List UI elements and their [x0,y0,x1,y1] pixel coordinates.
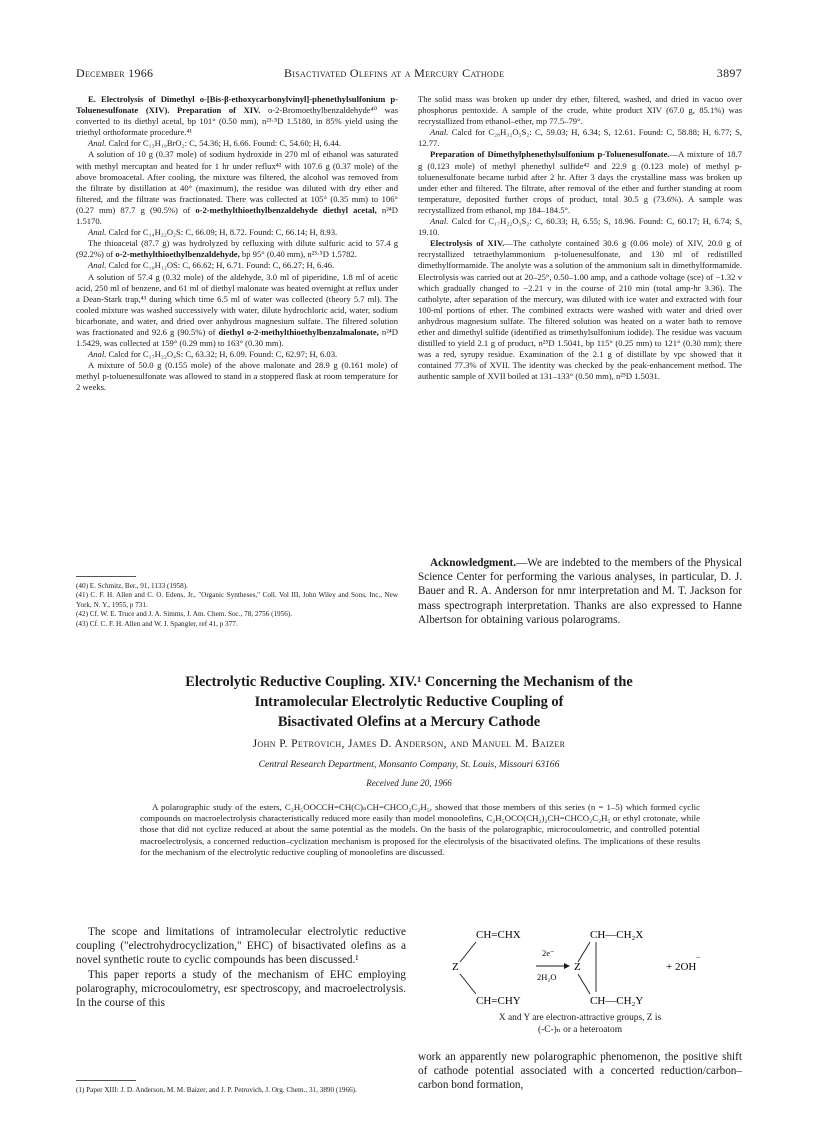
paragraph: Preparation of Dimethylphenethylsulfonium p-Toluenesulfonate.—A mixture of 18.7 g (0.123 mole) of methyl phenethyl sulfide⁴² and 22.9 g (0.123 mole) of methyl p-toluenesulfonate became turbid after 2 hr. After 3 days the crystalline mass was broken up under ether and filtered. The filtrate, after removal of the ether and further standing at room temperature, deposited further crops of product, total 30.5 g (73.6%). A sample was recrystallized from ethanol, mp 184–184.5°. [418,149,742,215]
footnote: (1) Paper XIII: J. D. Anderson, M. M. Baizer, and J. P. Petrovich, J. Org. Chem., 31, 3890 (1966). [76,1086,357,1094]
analysis: Anal. Calcd for C₁₇H₂₂O₃S₂: C, 60.33; H, 6.55; S, 18.96. Found: C, 60.17; H, 6.74; S, 19.10. [418,216,742,238]
product-bottom: CH—CH₂Y [590,995,644,1007]
analysis: Anal. Calcd for C₁₀H₁₂OS: C, 66.62; H, 6.71. Found: C, 66.27; H, 6.46. [88,260,335,271]
experimental-right-column [418,94,742,382]
bond-line [460,942,476,962]
paragraph: A mixture of 50.0 g (0.155 mole) of the above malonate and 28.9 g (0.161 mole) of methyl p-toluenesulfonate was allowed to stand in a stoppered flask at room temperature for 2 weeks. [76,360,398,393]
product-top: CH—CH₂X [590,929,644,941]
reaction-scheme-drawing [418,926,742,1010]
introduction-continued [418,1050,742,1093]
analysis: Anal. Calcd for C₂₈H₃₂O₅S₂: C, 59.03; H, 6.34; S, 12.61. Found: C, 58.88; H, 6.77; S, 12.77. [418,127,742,149]
footnotes [76,582,398,629]
reaction-scheme [418,926,742,1010]
experimental-left-column [76,94,398,394]
analysis: Anal. Calcd for C₁₄H₂₂O₂S: C, 66.09; H, 8.72. Found: C, 66.14; H, 8.93. [88,227,338,238]
article-title: Electrolytic Reductive Coupling. XIV.¹ Concerning the Mechanism of the Intramolecular Electrolytic Reductive Coupling of Bisactivated Olefins at a Mercury Cathode [185,674,633,730]
footnote: (42) Cf. W. E. Truce and J. A. Simms, J. Am. Chem. Soc., 78, 2756 (1956). [76,610,293,619]
paragraph: The solid mass was broken up under dry ether, filtered, washed, and dried in vacuo over phosphorus pentoxide. A sample of the crude, white product XIV (67.0 g, 85.1%) was recrystallized from ethanol–ether, mp 77.5–79°. [418,94,742,127]
received-date: Received June 20, 1966 [366,778,452,788]
page-number: 3897 [716,66,742,80]
running-head [76,66,742,82]
introduction [76,925,406,1010]
bond-line [460,974,476,994]
paragraph: work an apparently new polarographic phenomenon, the positive shift of cathode potential associated with a concerted reduction/carbon–carbon bond formation, [418,1051,742,1092]
scheme-caption: X and Y are electron-attractive groups, Z is (-C-)ₙ or a heteroatom [498,1013,662,1035]
byproduct-charge: − [696,953,701,962]
paragraph: A solution of 10 g (0.37 mole) of sodium hydroxide in 270 ml of ethanol was saturated with methyl mercaptan and heated for 1 hr under reflux⁴² with 107.6 g (0.37 mole) of the above bromoacetal. After cooling, the mixture was filtered, the alcohol was removed from the filtrate by distillation at 40° (maximum), the residue was diluted with dry ether and filtered, and the filtrate was fractionated. There was collected at 105° (0.35 mm) to 106° (0.27 mm) 87.7 g (90.5%) of o-2-methylthioethylbenzaldehyde diethyl acetal, n²⁴D 1.5170. [76,149,398,227]
footnote-divider [76,1080,136,1081]
arrow-label-bottom: 2H₂O [537,972,557,982]
authors: John P. Petrovich, James D. Anderson, and Manuel M. Baizer [252,738,566,750]
arrow-label-top: 2e⁻ [542,948,555,958]
abstract: A polarographic study of the esters, C₂H₅OOCCH=CH(C)ₙCH=CHCO₂C₂H₅, showed that those members of this series (n = 1–5) which formed cyclic compounds on macroelectrolysis characteristically reduced more easily than model monoolefins, C₂H₅OCO(CH₂)₂CH=CHCO₂C₂H₅ or ethyl crotonate, while those that did not cyclize reduced at about the same potential as the models. On the basis of the polarographic, microcoulometric, and controlled potential macroelectrolysis, a concerned reduction–cyclization mechanism is proposed for the electrolysis of the bisactivated olefins. The implications of these results for the mechanism of the electrolytic reductive coupling of monoolefins are discussed. [140,802,700,857]
paragraph: E. Electrolysis of Dimethyl o-[Bis-β-ethoxycarbonylvinyl]-phenethylsulfonium p-Toluenesulfonate (XIV). Preparation of XIV. o-2-Bromoethylbenzaldehyde⁴⁰ was converted to its diethyl acetal, bp 101° (0.50 mm), n²³·⁵D 1.5180, in 85% yield using the triethyl orthoformate procedure.⁴¹ [76,94,398,138]
header-date: December 1966 [76,66,154,80]
footnote: (40) E. Schmitz, Ber., 91, 1133 (1958). [76,582,188,590]
paragraph: A solution of 57.4 g (0.32 mole) of the aldehyde, 3.0 ml of piperidine, 1.8 ml of acetic acid, 250 ml of benzene, and 61 ml of diethyl malonate was heated overnight at reflux under a Dean-Stark trap,⁴³ during which time 6.5 ml of water was collected (theory 5.7 ml). The cooled mixture was washed successively with water, dilute hydrochloric acid, water, sodium bicarbonate, and water, and dried over anhydrous magnesium sulfate. The filtered solution was fractionated and 92.6 g (90.5%) of diethyl o-2-methylthioethylbenzalmalonate, n²⁴D 1.5429, was collected at 159° (0.29 mm) to 163° (0.30 mm). [76,271,399,349]
bond-line [578,974,590,994]
paragraph: This paper reports a study of the mechanism of EHC employing polarography, microcoulometry, esr spectroscopy, and macroelectrolysis. In the course of this [76,968,406,1010]
bond-line [578,942,590,962]
product-z: Z [574,961,581,973]
paragraph: Electrolysis of XIV.—The catholyte contained 30.6 g (0.06 mole) of XIV, 20.0 g of recrystallized tetraethylammonium p-toluenesulfonate, and 130 ml of redistilled dimethylformamide. The anolyte was a solution of the ammonium salt in dimethylformamide. Electrolysis was carried out at 20–25°, 0.50–1.00 amp, and a cathode voltage (sce) of −1.32 v which gradually changed to −2.21 v in the course of 210 min (total amp-hr 3.36). The catholyte, after separation of the mercury, was diluted with ice water and extracted with four 100-ml portions of ether. The combined extracts were washed with water and dried over anhydrous magnesium sulfate. The filtered solution was heated on a water bath to remove ether and dimethyl sulfide (identified as trimethylsulfonium iodide). The residue was vacuum distilled to yield 2.1 g of product, n²⁵D 1.5041, bp 115° (0.25 mm) to 121° (0.30 mm); there was a red, syrupy residue. Examination of the 2.1 g of distillate by vpc showed that it contained 77.3% of XVII. The identity was checked by the peak-enhancement method. The authentic sample of XVII boiled at 131–133° (0.50 mm), n²⁵D 1.5031. [418,238,742,382]
paragraph: The scope and limitations of intramolecular electrolytic reductive coupling ("electrohydrocyclization," EHC) of bisactivated olefins as a novel synthetic route to cyclic compounds has been discussed.¹ [76,926,406,967]
acknowledgment: Acknowledgment.—We are indebted to the members of the Physical Science Center for performing the various analyses, in particular, D. J. Bauer and R. A. Anderson for nmr interpretation and M. T. Jackson for mass spectrograph interpretation. Thanks are also expressed to Hanne Albertson for obtaining various polarograms. [418,557,742,626]
reactant-z: Z [452,961,459,973]
analysis: Anal. Calcd for C₁₇H₂₂O₄S: C, 63.32; H, 6.09. Found: C, 62.97; H, 6.03. [88,349,338,360]
affiliation: Central Research Department, Monsanto Company, St. Louis, Missouri 63166 [258,759,560,770]
paragraph: The thioacetal (87.7 g) was hydrolyzed by refluxing with dilute sulfuric acid to 57.4 g (92.2%) of o-2-methylthioethylbenzaldehyde, bp 95° (0.40 mm), n²³·⁵D 1.5782. [76,238,398,260]
reactant-top: CH=CHX [476,929,521,941]
footnote: (43) Cf. C. F. H. Allen and W. J. Spangler, ref 41, p 377. [76,619,238,628]
analysis: Anal. Calcd for C₁₃H₁₉BrO₂: C, 54.36; H, 6.66. Found: C, 54.60; H, 6.44. [88,138,341,149]
reactant-bottom: CH=CHY [476,995,521,1007]
header-title: Bisactivated Olefins at a Mercury Cathode [284,66,505,80]
footnote: (41) C. F. H. Allen and C. O. Edens, Jr., "Organic Syntheses," Coll. Vol III, John Wiley and Sons, Inc., New York, N. Y., 1955, p 731. [76,591,398,609]
arrow-head [564,963,570,969]
byproduct: + 2OH [666,961,697,973]
footnote-divider [76,576,136,577]
